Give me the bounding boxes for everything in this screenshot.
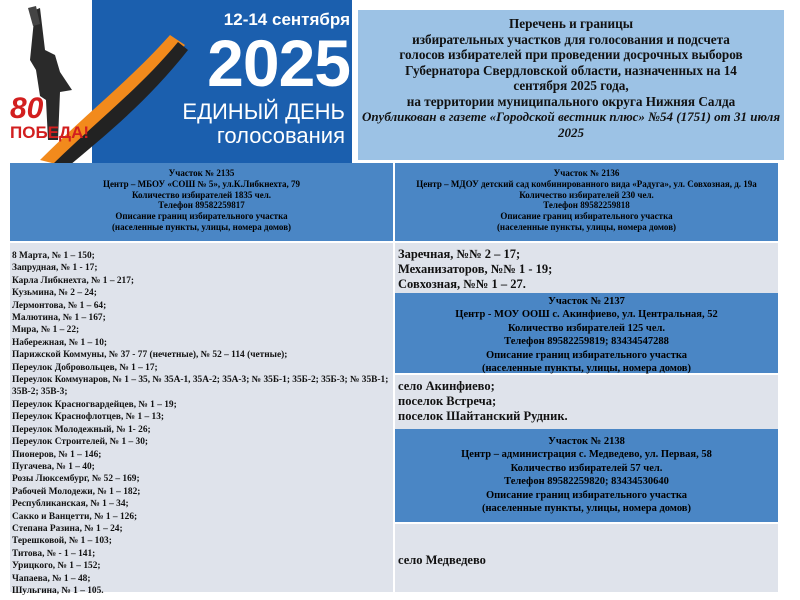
precinct-boundary-title: Описание границ избирательного участка (485, 349, 688, 361)
list-item: 8 Марта, № 1 – 150; (12, 251, 95, 261)
precinct-2136-header (395, 163, 778, 241)
precinct-boundary-title: Описание границ избирательного участка (500, 211, 673, 222)
precinct-boundary-note: (населенные пункты, улицы, номера домов) (111, 221, 292, 232)
list-item: Механизаторов, №№ 1 - 19; (398, 262, 553, 276)
list-item: Переулок Краснофлотцев, № 1 – 13; (12, 412, 165, 423)
list-item: Республиканская, № 1 – 34; (12, 499, 129, 510)
list-item: Совхозная, №№ 1 – 27. (398, 277, 526, 291)
list-item: Переулок Коммунаров, № 1 – 35, № 35А-1, 35А-2; 35А-3; № 35Б-1; 35Б-2; 35Б-3; № 35В-1; 35В-2; 35В-3; (12, 375, 389, 398)
list-item: Запрудная, № 1 - 17; (12, 263, 98, 274)
list-item: Сакко и Ванцетти, № 1 – 126; (12, 511, 138, 522)
list-item: Рабочей Молодежи, № 1 – 182; (12, 486, 141, 497)
precinct-boundary-title: Описание границ избирательного участка (485, 489, 688, 501)
precinct-center: Центр – МБОУ «СОШ № 5», ул.К.Либкнехта, 79 (102, 178, 301, 189)
election-banner (0, 0, 352, 165)
list-item: Терешковой, № 1 – 103; (12, 536, 112, 547)
precinct-2135-header (10, 163, 393, 241)
precinct-voters: Количество избирателей 1835 чел. (131, 189, 272, 200)
victory-80-logo (10, 94, 89, 142)
list-item: Шульгина, № 1 – 105. (12, 585, 104, 596)
list-item: Переулок Строителей, № 1 – 30; (12, 437, 149, 448)
precinct-2137-streets (395, 375, 778, 428)
banner-voting: голосования (216, 123, 345, 148)
list-item: Пугачева, № 1 – 40; (12, 461, 95, 472)
precinct-phone: Телефон 89582259820; 83434530640 (504, 476, 669, 488)
list-item: Переулок Добровольцев, № 1 – 17; (12, 362, 158, 373)
precinct-voters: Количество избирателей 125 чел. (507, 322, 666, 334)
list-item: село Акинфиево; (398, 379, 495, 393)
precinct-boundary-title: Описание границ избирательного участка (115, 211, 288, 222)
precinct-center: Центр – администрация с. Медведево, ул. Первая, 58 (461, 449, 712, 461)
list-item: Переулок Молодежный, № 1- 26; (12, 424, 151, 435)
list-item: Переулок Красногвардейцев, № 1 – 19; (12, 399, 177, 410)
list-item: Кузьмина, № 2 – 24; (12, 288, 97, 299)
list-item: Урицкого, № 1 – 152; (12, 561, 101, 572)
precinct-2138-header (395, 429, 778, 522)
title-line: на территории муниципального округа Нижняя Салда (406, 93, 736, 109)
precinct-2137-header (395, 293, 778, 373)
precinct-number: Участок № 2138 (548, 436, 625, 447)
list-item: поселок Встреча; (398, 394, 497, 408)
precinct-phone: Телефон 89582259818 (543, 200, 630, 211)
list-item: село Медведево (398, 553, 486, 567)
title-line: Перечень и границы (508, 16, 634, 31)
title-line: сентября 2025 года, (513, 78, 629, 93)
banner-date: 12-14 сентября (223, 10, 350, 29)
banner-single-day: ЕДИНЫЙ ДЕНЬ (182, 99, 345, 124)
precinct-boundary-note: (населенные пункты, улицы, номера домов) (482, 503, 691, 515)
list-item: Малютина, № 1 – 167; (12, 313, 106, 324)
list-item: Парижской Коммуны, № 37 - 77 (нечетные), № 52 – 114 (четные); (12, 350, 288, 361)
document-title-box (358, 10, 784, 160)
list-item: Мира, № 1 – 22; (12, 325, 80, 336)
list-item: Набережная, № 1 – 10; (12, 337, 108, 348)
list-item: Розы Люксембург, № 52 – 169; (12, 474, 140, 485)
banner-year: 2025 (207, 26, 350, 100)
list-item: Лермонтова, № 1 – 64; (12, 300, 107, 311)
list-item: Степана Разина, № 1 – 24; (12, 523, 123, 534)
title-line: Губернатора Свердловской области, назначенных на 14 (405, 62, 737, 78)
precinct-center: Центр – МДОУ детский сад комбинированного вида «Радуга», ул. Совхозная, д. 19а (416, 178, 757, 189)
precinct-voters: Количество избирателей 57 чел. (510, 462, 663, 474)
precinct-phone: Телефон 89582259819; 83434547288 (504, 336, 669, 348)
precinct-boundary-note: (населенные пункты, улицы, номера домов) (496, 221, 677, 232)
title-line: голосов избирателей при проведении досрочных выборов (399, 47, 743, 62)
precinct-number: Участок № 2135 (168, 168, 235, 178)
list-item: Пионеров, № 1 – 146; (12, 449, 102, 460)
list-item: Титова, № - 1 – 141; (12, 548, 96, 559)
title-line: избирательных участков для голосования и подсчета (412, 31, 730, 47)
precinct-2136-streets (395, 243, 778, 296)
victory-number: 80 (10, 92, 44, 125)
precinct-number: Участок № 2136 (553, 168, 620, 178)
victory-text: ПОБЕДА! (10, 123, 90, 142)
precinct-voters: Количество избирателей 230 чел. (519, 189, 654, 200)
precinct-center: Центр - МОУ ООШ с. Акинфиево, ул. Центральная, 52 (455, 309, 718, 321)
list-item: Карла Либкнехта, № 1 – 217; (12, 275, 135, 286)
list-item: поселок Шайтанский Рудник. (398, 409, 568, 423)
publication-note: Опубликован в газете «Городской вестник плюс» №54 (1751) от 31 июля 2025 (361, 109, 781, 140)
precinct-number: Участок № 2137 (548, 296, 625, 307)
precinct-2138-streets (395, 549, 778, 572)
precinct-phone: Телефон 89582259817 (158, 200, 245, 211)
list-item: Чапаева, № 1 – 48; (12, 573, 91, 584)
list-item: Заречная, №№ 2 – 17; (398, 247, 521, 261)
precinct-boundary-note: (населенные пункты, улицы, номера домов) (482, 363, 691, 375)
precinct-2135-streets (12, 250, 392, 597)
